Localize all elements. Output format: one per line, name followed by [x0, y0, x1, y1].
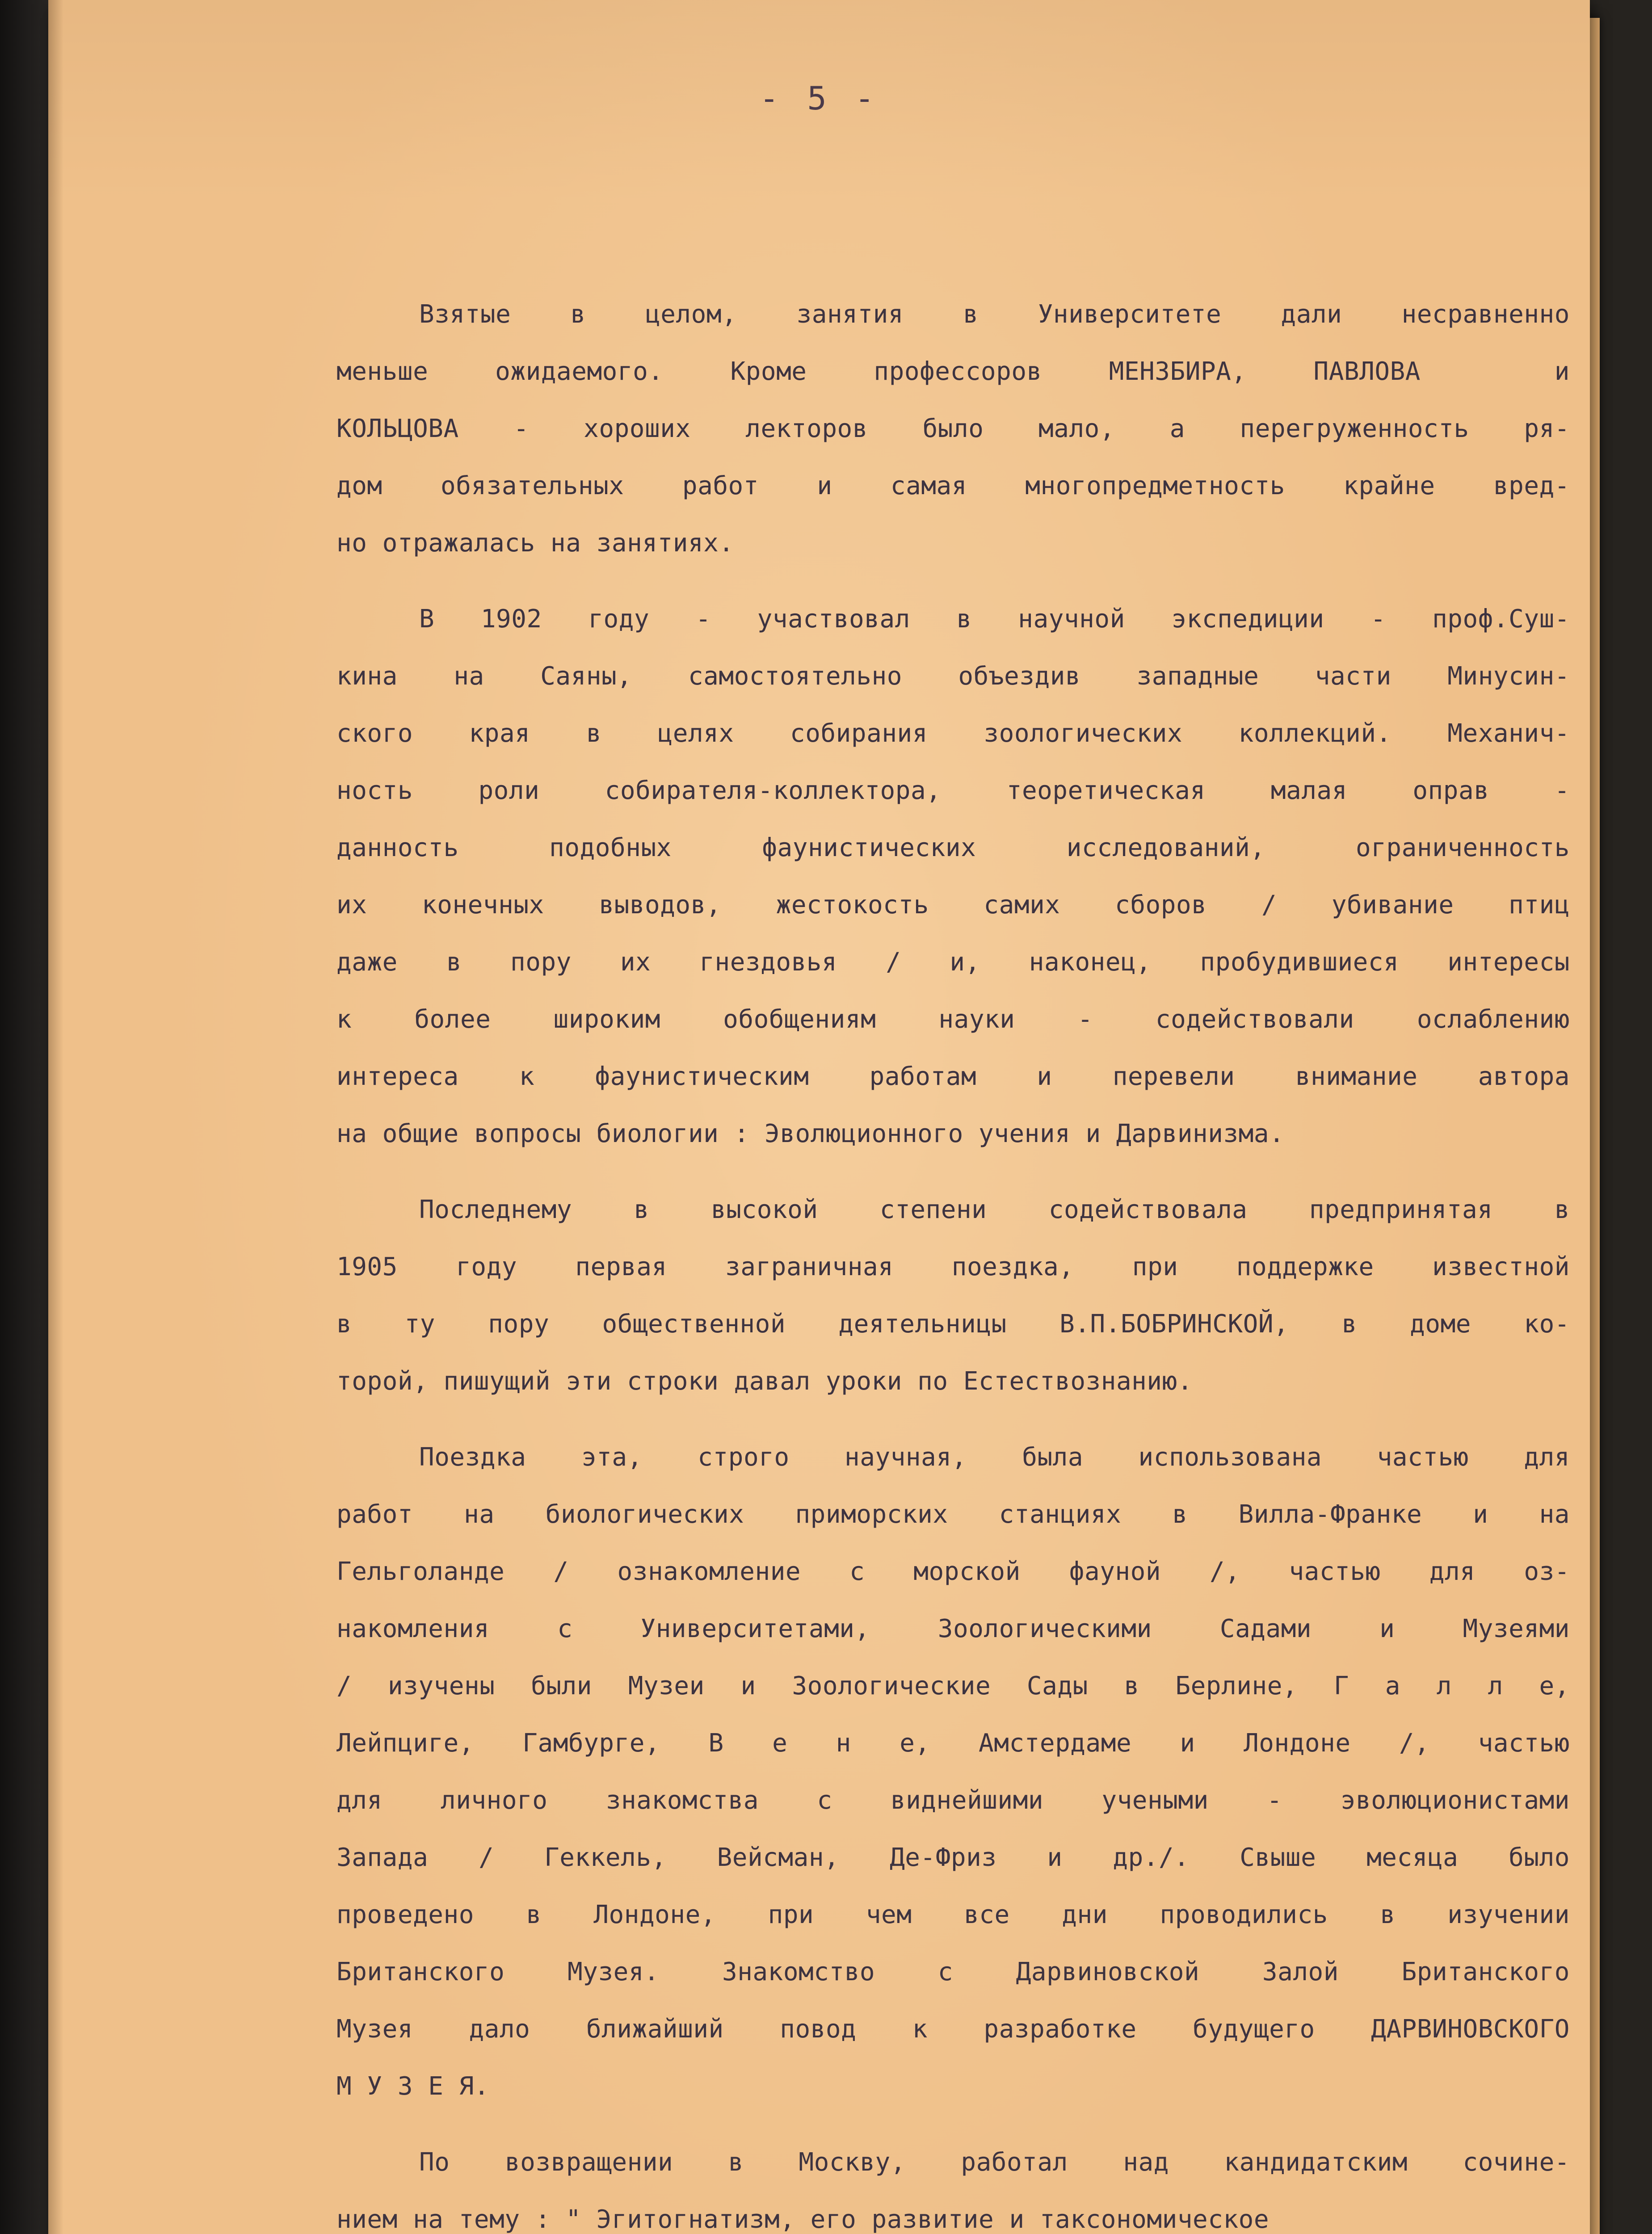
- text-line: ского края в целях собирания зоологических коллекций. Механич-: [336, 719, 1570, 748]
- text-line: По возвращении в Москву, работал над кандидатским сочине-: [419, 2148, 1570, 2177]
- text-line: проведено в Лондоне, при чем все дни проводились в изучении: [336, 1900, 1570, 1929]
- text-line: Лейпциге, Гамбурге, В е н е, Амстердаме и Лондоне /, частью: [336, 1729, 1570, 1758]
- paragraph-gap: [336, 1163, 1570, 1181]
- text-line: на общие вопросы биологии : Эволюционного учения и Дарвинизма.: [336, 1119, 1285, 1148]
- paragraph: [336, 591, 1570, 1163]
- text-line: в ту пору общественной деятельницы В.П.БОБРИНСКОЙ, в доме ко-: [336, 1310, 1570, 1339]
- text-line: дом обязательных работ и самая многопредметность крайне вред-: [336, 471, 1570, 500]
- paragraph: [336, 1181, 1570, 1410]
- text-line: их конечных выводов, жестокость самих сборов / убивание птиц: [336, 890, 1570, 920]
- page-edge-shadow: [48, 0, 63, 2234]
- text-line: для личного знакомства с виднейшими учеными - эволюционистами: [336, 1786, 1570, 1815]
- text-line: данность подобных фаунистических исследований, ограниченность: [336, 833, 1570, 862]
- text-line: В 1902 году - участвовал в научной экспедиции - проф.Суш-: [419, 605, 1570, 634]
- text-line: к более широким обобщениям науки - содействовали ослаблению: [336, 1005, 1570, 1034]
- paragraph-gap: [336, 572, 1570, 591]
- paragraph: [336, 286, 1570, 572]
- text-line: Последнему в высокой степени содействовала предпринятая в: [419, 1195, 1570, 1224]
- text-line: меньше ожидаемого. Кроме профессоров МЕНЗБИРА, ПАВЛОВА и: [336, 357, 1570, 386]
- text-line: нием на тему : " Эгитогнатизм, его развитие и таксономическое: [336, 2205, 1269, 2234]
- paragraph: [336, 1429, 1570, 2115]
- text-line: 1905 году первая заграничная поездка, при поддержке известной: [336, 1252, 1570, 1281]
- text-line: М У З Е Я.: [336, 2072, 490, 2101]
- paragraph: [336, 2134, 1570, 2234]
- text-line: / изучены были Музеи и Зоологические Сады в Берлине, Г а л л е,: [336, 1671, 1570, 1701]
- text-line: КОЛЬЦОВА - хороших лекторов было мало, а перегруженность ря-: [336, 414, 1570, 443]
- paragraph-gap: [336, 1410, 1570, 1429]
- text-line: кина на Саяны, самостоятельно объездив западные части Минусин-: [336, 662, 1570, 691]
- text-line: Британского Музея. Знакомство с Дарвиновской Залой Британского: [336, 1957, 1570, 1986]
- text-line: интереса к фаунистическим работам и перевели внимание автора: [336, 1062, 1570, 1091]
- text-line: Запада / Геккель, Вейсман, Де-Фриз и др./. Свыше месяца было: [336, 1843, 1570, 1872]
- text-line: торой, пишущий эти строки давал уроки по Естествознанию.: [336, 1367, 1193, 1396]
- document-page: [48, 0, 1590, 2234]
- text-line: накомления с Университетами, Зоологическими Садами и Музеями: [336, 1614, 1570, 1643]
- paragraph-gap: [336, 2115, 1570, 2134]
- page-number: - 5 -: [759, 80, 879, 117]
- text-line: Гельголанде / ознакомление с морской фауной /, частью для оз-: [336, 1557, 1570, 1586]
- text-line: Взятые в целом, занятия в Университете дали несравненно: [419, 300, 1570, 329]
- typewritten-text: [336, 286, 1570, 2234]
- text-line: работ на биологических приморских станциях в Вилла-Франке и на: [336, 1500, 1570, 1529]
- text-line: Поездка эта, строго научная, была использована частью для: [419, 1443, 1570, 1472]
- text-line: даже в пору их гнездовья / и, наконец, пробудившиеся интересы: [336, 948, 1570, 977]
- text-line: Музея дало ближайший повод к разработке будущего ДАРВИНОВСКОГО: [336, 2015, 1570, 2044]
- text-line: ность роли собирателя-коллектора, теоретическая малая оправ -: [336, 776, 1570, 805]
- text-line: но отражалась на занятиях.: [336, 529, 734, 558]
